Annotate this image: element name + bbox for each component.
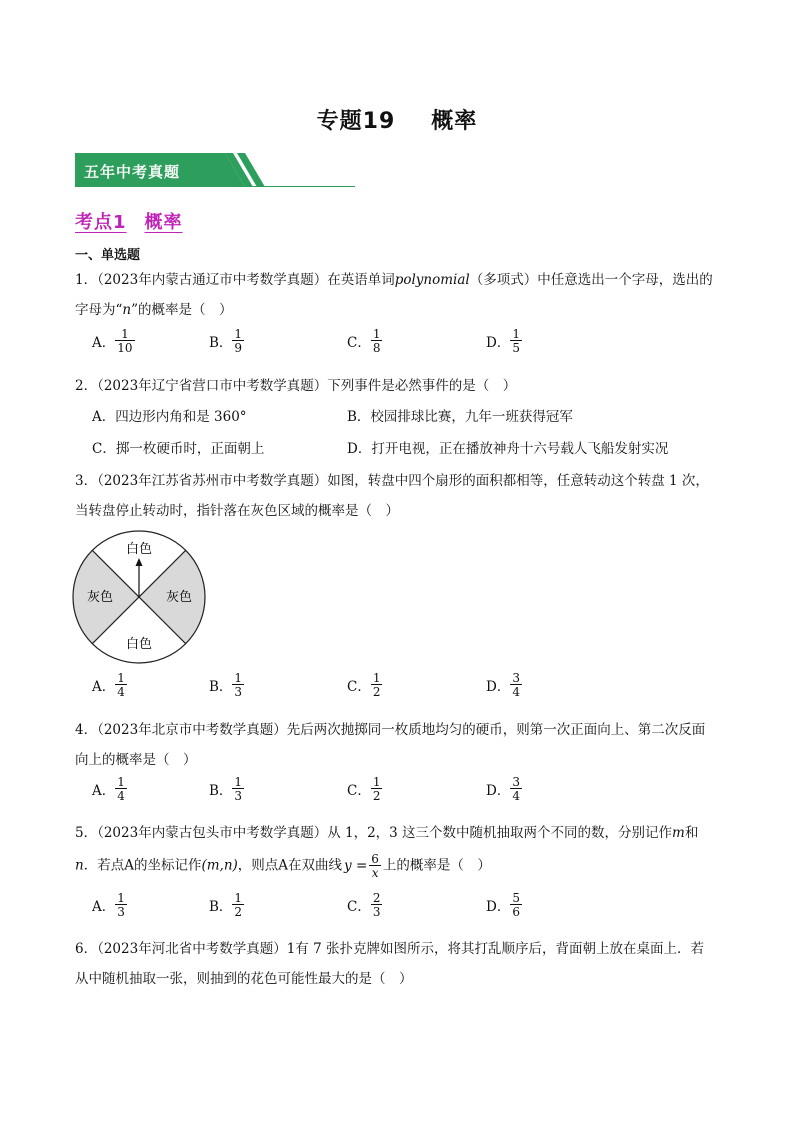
question-5-option-a: A． $\frac{1}{3}$: [92, 891, 125, 919]
question-4-option-b: B． $\frac{1}{3}$: [209, 775, 243, 803]
question-1-option-d: D． $\frac{1}{5}$: [486, 327, 520, 355]
question-6-line-1: 6．（2023年河北省中考数学真题）1有 7 张扑克牌如图所示，将其打乱顺序后，背面朝上放在桌面上．若: [75, 941, 704, 957]
pointer-arrow-icon: [136, 558, 143, 566]
title-part2: 概率: [431, 109, 478, 134]
question-1-option-a: A． $\frac{1}{10}$: [92, 327, 133, 355]
spinner-figure: [72, 530, 206, 664]
question-1-line-2: 字母为“n”的概率是（ ）: [75, 302, 233, 318]
question-3-option-c: C． $\frac{1}{2}$: [347, 671, 381, 699]
kaodian-topic: 概率: [144, 212, 183, 233]
question-3-line-1: 3．（2023年江苏省苏州市中考数学真题）如图，转盘中四个扇形的面积都相等，任意转动这个转盘 1 次，: [75, 473, 709, 489]
question-4-line-2: 向上的概率是（ ）: [75, 752, 197, 768]
spinner-label-top: 白色: [125, 542, 153, 557]
spinner-label-bottom: 白色: [125, 637, 153, 652]
question-4-line-1: 4．（2023年北京市中考数学真题）先后两次抛掷同一枚质地均匀的硬币，则第一次正面向上、第二次反面: [75, 722, 706, 738]
question-4-option-a: A． $\frac{1}{4}$: [92, 775, 125, 803]
question-2-option-a: A．四边形内角和是 360°: [92, 409, 247, 425]
spinner-label-left: 灰色: [86, 590, 114, 605]
question-2-option-c: C．掷一枚硬币时，正面朝上: [92, 441, 265, 457]
question-1-option-b: B． $\frac{1}{9}$: [209, 327, 243, 355]
question-3-option-a: A． $\frac{1}{4}$: [92, 671, 125, 699]
question-5-line-1: 5．（2023年内蒙古包头市中考数学真题）从 1，2，3 这三个数中随机抽取两个不同的数，分别记作m和: [75, 825, 699, 841]
spinner-label-right: 灰色: [165, 590, 193, 605]
title-part1: 专题19: [316, 109, 396, 134]
question-2-option-d: D．打开电视，正在播放神舟十六号载人飞船发射实况: [347, 441, 669, 457]
kaodian-label: 考点1: [75, 212, 127, 233]
question-6-line-2: 从中随机抽取一张，则抽到的花色可能性最大的是（ ）: [75, 971, 413, 987]
question-5-option-d: D． $\frac{5}{6}$: [486, 891, 520, 919]
question-1-option-c: C． $\frac{1}{8}$: [347, 327, 381, 355]
question-5-option-b: B． $\frac{1}{2}$: [209, 891, 243, 919]
question-2-line-1: 2．（2023年辽宁省营口市中考数学真题）下列事件是必然事件的是（ ）: [75, 378, 517, 394]
question-3-option-b: B． $\frac{1}{3}$: [209, 671, 243, 699]
question-5-option-c: C． $\frac{2}{3}$: [347, 891, 381, 919]
banner-label: 五年中考真题: [84, 163, 181, 181]
question-5-line-2: n．若点A的坐标记作(m,n)，则点A在双曲线 y = $\frac{6}{x}$ 上的概率是（ ）: [75, 852, 491, 880]
question-3-option-d: D． $\frac{3}{4}$: [486, 671, 520, 699]
page-title: [0, 104, 794, 135]
question-3-line-2: 当转盘停止转动时，指针落在灰色区域的概率是（ ）: [75, 503, 399, 519]
kaodian-heading: [75, 208, 183, 234]
question-1-line-1: 1．（2023年内蒙古通辽市中考数学真题）在英语单词polynomial（多项式）中任意选出一个字母，选出的: [75, 272, 713, 288]
question-2-option-b: B．校园排球比赛，九年一班获得冠军: [347, 409, 573, 425]
section-label: 一、单选题: [75, 248, 141, 263]
question-4-option-c: C． $\frac{1}{2}$: [347, 775, 381, 803]
question-4-option-d: D． $\frac{3}{4}$: [486, 775, 520, 803]
